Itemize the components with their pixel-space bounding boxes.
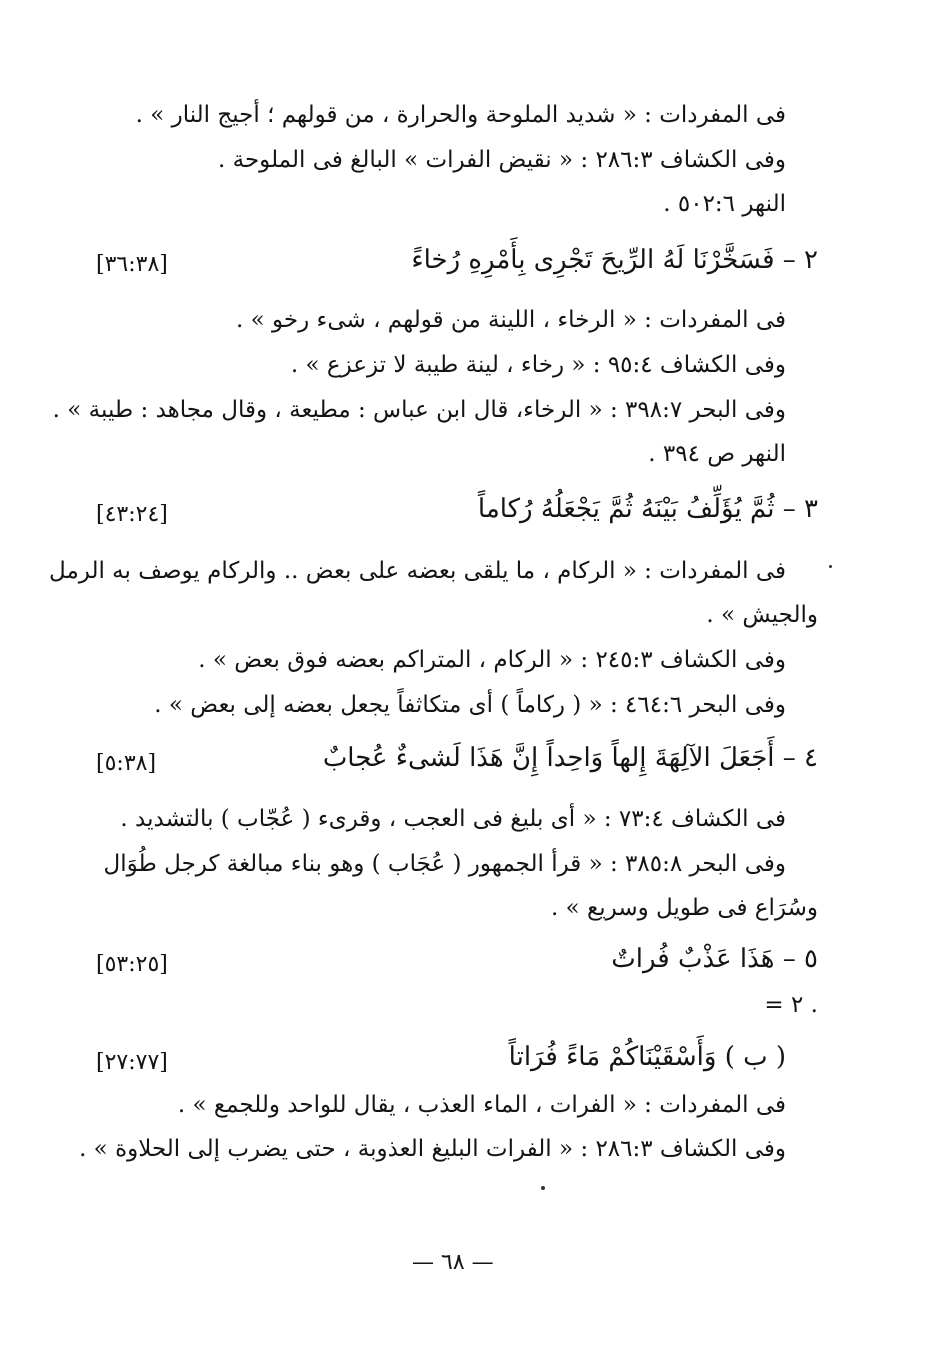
item5b-line-1: فى المفردات : « الفرات ، الماء العذب ، يقال للواحد وللجمع » .: [177, 1092, 786, 1118]
item4-line-3: وسُرَاع فى طويل وسريع » .: [550, 895, 818, 921]
item2-verse: ٢ – فَسَخَّرْنَا لَهُ الرِّيحَ تَجْرِى بِأَمْرِهِ رُخاءً: [411, 245, 818, 275]
item5b-ref: [٢٧:٧٧]: [96, 1050, 168, 1075]
item5b-line-2: وفى الكشاف ٢٨٦:٣ : « الفرات البليغ العذوبة ، حتى يضرب إلى الحلاوة » .: [79, 1136, 786, 1162]
item2-line-3: وفى البحر ٣٩٨:٧ : « الرخاء، قال ابن عباس : مطيعة ، وقال مجاهد : طيبة » .: [52, 397, 786, 423]
item2-line-4: النهر ص ٣٩٤ .: [648, 441, 786, 467]
item4-verse: ٤ – أَجَعَلَ الآلِهَةَ إِلهاً وَاحِداً إِنَّ هَذَا لَشىءٌ عُجابٌ: [322, 743, 818, 773]
item3-line-2: والجيش » .: [706, 602, 818, 628]
intro-line-2: وفى الكشاف ٢٨٦:٣ : « نقيض الفرات » البالغ فى الملوحة .: [218, 147, 786, 173]
item3-line-1: فى المفردات : « الركام ، ما يلقى بعضه على بعض .. والركام يوصف به الرمل: [49, 558, 786, 584]
item2-line-1: فى المفردات : « الرخاء ، اللينة من قولهم ، شىء رخو » .: [235, 307, 786, 333]
item3-line-3: وفى الكشاف ٢٤٥:٣ : « الركام ، المتراكم بعضه فوق بعض » .: [198, 647, 786, 673]
item3-verse: ٣ – ثُمَّ يُؤَلِّفُ بَيْنَهُ ثُمَّ يَجْعَلُهُ رُكاماً: [477, 494, 818, 524]
item2-line-2: وفى الكشاف ٩٥:٤ : « رخاء ، لينة طيبة لا تزعزع » .: [290, 352, 786, 378]
intro-line-3: النهر ٥٠٢:٦ .: [663, 191, 786, 217]
scan-speck: [541, 1186, 545, 1190]
item4-line-1: فى الكشاف ٧٣:٤ : « أى بليغ فى العجب ، وقرىء ( عُجّاب ) بالتشديد .: [120, 806, 786, 832]
item5-verse: ٥ – هَذَا عَذْبٌ فُراتٌ: [611, 944, 818, 974]
page-number: — ٦٨ —: [412, 1250, 494, 1275]
intro-line-1: فى المفردات : « شديد الملوحة والحرارة ، من قولهم ؛ أجيج النار » .: [135, 102, 786, 128]
item4-line-2: وفى البحر ٣٨٥:٨ : « قرأ الجمهور ( عُجَاب ) وهو بناء مبالغة كرجل طُوَال: [103, 851, 786, 877]
scan-speck: [829, 565, 832, 568]
item5b-verse: ( ب ) وَأَسْقَيْنَاكُمْ مَاءً فُرَاتاً: [508, 1042, 786, 1072]
item5-ref: [٥٣:٢٥]: [96, 952, 168, 977]
item3-ref: [٤٣:٢٤]: [96, 502, 168, 527]
item5-equal-ref: = ٢ .: [764, 992, 818, 1018]
item2-ref: [٣٦:٣٨]: [96, 252, 168, 277]
item3-line-4: وفى البحر ٤٦٤:٦ : « ( ركاماً ) أى متكاثفاً يجعل بعضه إلى بعض » .: [154, 692, 786, 718]
item4-ref: [٥:٣٨]: [96, 751, 157, 776]
